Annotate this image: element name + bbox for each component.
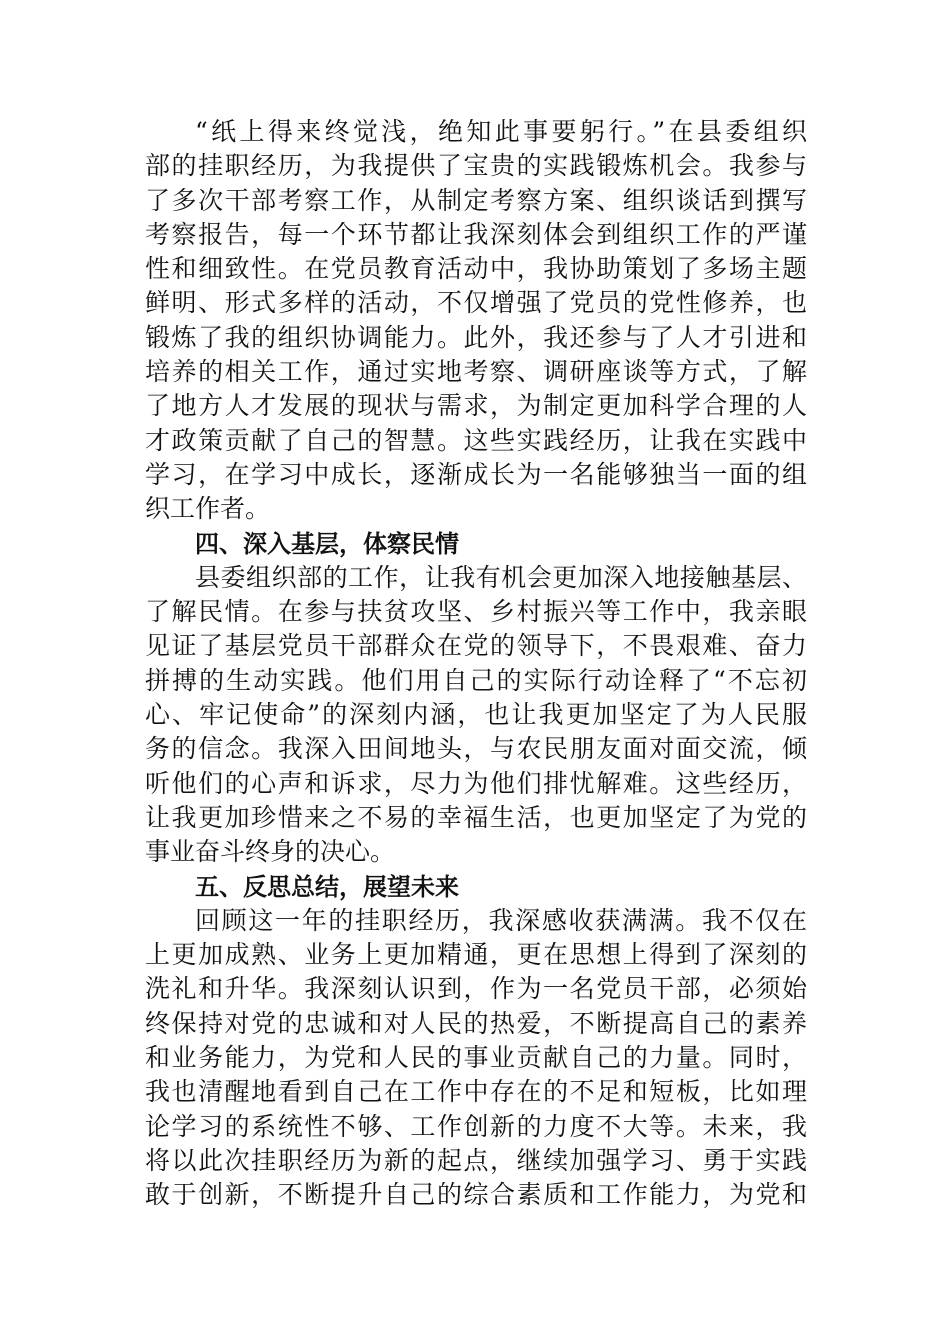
paragraph-line: 县委组织部的工作，让我有机会更加深入地接触基层、 — [195, 562, 807, 592]
paragraph-line: 见证了基层党员干部群众在党的领导下，不畏艰难、奋力 — [145, 631, 807, 661]
paragraph-line: 敢于创新，不断提升自己的综合素质和工作能力，为党和 — [145, 1180, 807, 1210]
paragraph-line: 让我更加珍惜来之不易的幸福生活，也更加坚定了为党的 — [145, 802, 807, 832]
section-heading: 四、深入基层，体察民情 — [195, 529, 459, 558]
paragraph-line: 论学习的系统性不够、工作创新的力度不大等。未来，我 — [145, 1111, 807, 1141]
paragraph-line: 考察报告，每一个环节都让我深刻体会到组织工作的严谨 — [145, 219, 807, 249]
paragraph-line: 洗礼和升华。我深刻认识到，作为一名党员干部，必须始 — [145, 974, 807, 1004]
paragraph-line: 学习，在学习中成长，逐渐成长为一名能够独当一面的组 — [145, 459, 807, 489]
paragraph-line: 和业务能力，为党和人民的事业贡献自己的力量。同时， — [145, 1043, 807, 1073]
paragraph-line: 培养的相关工作，通过实地考察、调研座谈等方式，了解 — [145, 357, 807, 387]
paragraph-line: 鲜明、形式多样的活动，不仅增强了党员的党性修养，也 — [145, 288, 807, 318]
paragraph-line: 部的挂职经历，为我提供了宝贵的实践锻炼机会。我参与 — [145, 151, 807, 181]
paragraph-line: 了多次干部考察工作，从制定考察方案、组织谈话到撰写 — [145, 185, 807, 215]
paragraph-line: 务的信念。我深入田间地头，与农民朋友面对面交流，倾 — [145, 734, 807, 764]
paragraph-line: “纸上得来终觉浅，绝知此事要躬行。”在县委组织 — [195, 117, 807, 146]
paragraph-line: 听他们的心声和诉求，尽力为他们排忧解难。这些经历， — [145, 768, 807, 798]
paragraph-line: 才政策贡献了自己的智慧。这些实践经历，让我在实践中 — [145, 425, 807, 455]
paragraph-line: 回顾这一年的挂职经历，我深感收获满满。我不仅在 — [195, 905, 807, 935]
paragraph-line: 心、牢记使命”的深刻内涵，也让我更加坚定了为人民服 — [145, 700, 807, 730]
paragraph-line: 锻炼了我的组织协调能力。此外，我还参与了人才引进和 — [145, 322, 807, 352]
paragraph-line: 将以此次挂职经历为新的起点，继续加强学习、勇于实践 — [145, 1145, 807, 1175]
paragraph-line: 事业奋斗终身的决心。 — [145, 837, 396, 867]
paragraph-line: 终保持对党的忠诚和对人民的热爱，不断提高自己的素养 — [145, 1008, 807, 1038]
paragraph-line: 织工作者。 — [145, 494, 271, 524]
paragraph-line: 我也清醒地看到自己在工作中存在的不足和短板，比如理 — [145, 1077, 807, 1107]
paragraph-line: 性和细致性。在党员教育活动中，我协助策划了多场主题 — [145, 254, 807, 284]
paragraph-line: 了地方人才发展的现状与需求，为制定更加科学合理的人 — [145, 391, 807, 421]
paragraph-line: 了解民情。在参与扶贫攻坚、乡村振兴等工作中，我亲眼 — [145, 597, 807, 627]
paragraph-line: 上更加成熟、业务上更加精通，更在思想上得到了深刻的 — [145, 940, 807, 970]
section-heading: 五、反思总结，展望未来 — [195, 872, 459, 901]
paragraph-line: 拼搏的生动实践。他们用自己的实际行动诠释了“不忘初 — [145, 665, 807, 695]
document-body — [145, 115, 807, 1213]
